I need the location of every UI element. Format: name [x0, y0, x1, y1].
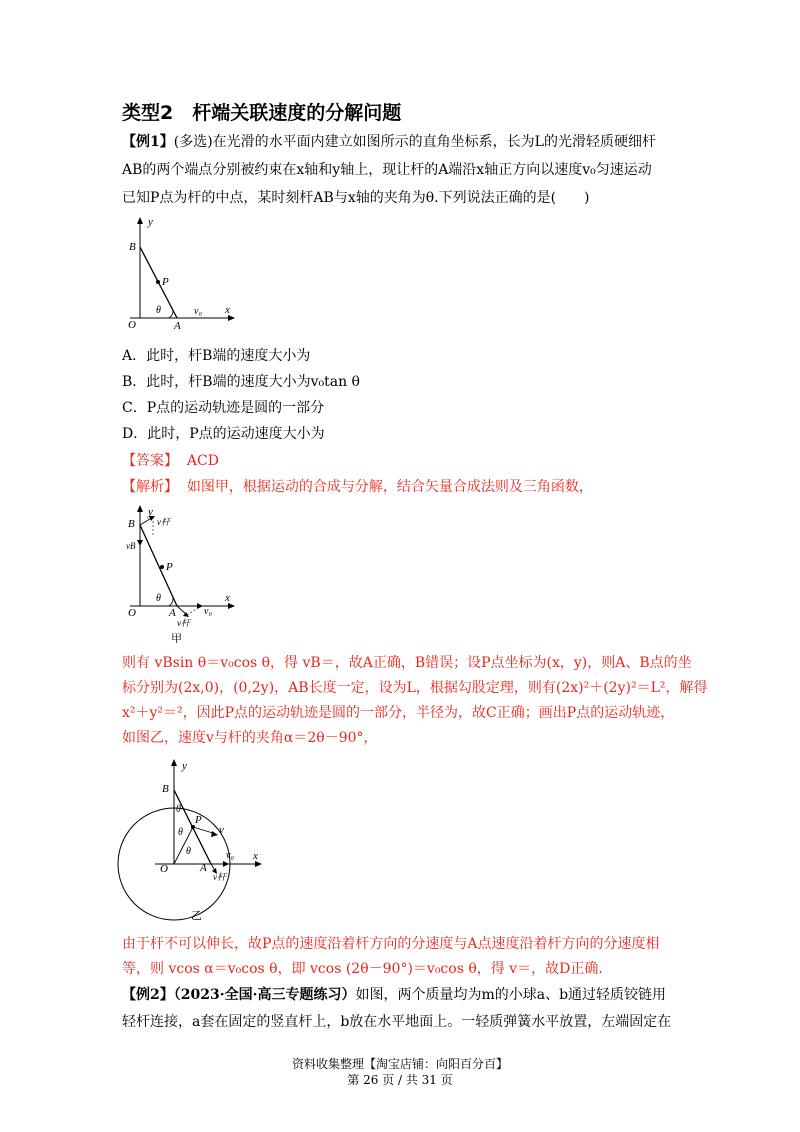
fig3-v-label: v	[219, 824, 224, 836]
fig1-p-label: P	[162, 276, 169, 288]
fig2-a-label: A	[169, 607, 176, 619]
fig2-theta-label: θ	[156, 593, 161, 604]
example2-label: 【例2】	[122, 987, 174, 1003]
fig3-v0-label: v₀	[226, 850, 234, 861]
fig2-x-label: x	[225, 592, 230, 604]
example1-label: 【例1】	[122, 134, 174, 150]
fig3-theta-low-label: θ	[186, 846, 191, 857]
example2-text1: 如图，两个质量均为m的小球a、b通过轻质铰链用	[355, 987, 667, 1003]
example1-line2: AB的两个端点分别被约束在x轴和y轴上，现让杆的A端沿x轴正方向以速度v₀匀速运动	[122, 162, 652, 178]
fig2-y-label: y	[148, 506, 153, 518]
option-c: C．P点的运动轨迹是圆的一部分	[122, 400, 325, 416]
fig3-x-label: x	[253, 850, 258, 862]
fig1-x-label: x	[225, 304, 230, 316]
fig3-vgan-label: v杆	[213, 872, 226, 882]
analysis-line	[122, 477, 593, 497]
example1-text1: (多选)在光滑的水平面内建立如图所示的直角坐标系，长为L的光滑轻质硬细杆	[173, 134, 656, 150]
fig1-theta-label: θ	[156, 305, 161, 316]
para1-line2: 标分别为(2x,0)，(0,2y)，AB长度一定，设为L，根据勾股定理，则有(2x)²＋(2y)²＝L²，解得	[122, 680, 708, 696]
analysis-text: 如图甲，根据运动的合成与分解，结合矢量合成法则及三角函数，	[186, 479, 593, 495]
para1-line3: x²＋y²＝²，因此P点的运动轨迹是圆的一部分，半径为，故C正确；画出P点的运动轨迹，	[122, 705, 675, 721]
para2-line2: 等，则 vcos α＝v₀cos θ，即 vcos (2θ－90°)＝v₀cos θ，得 v＝，故D正确.	[122, 961, 603, 977]
fig3-b-label: B	[162, 783, 169, 795]
fig2-vgan-bottom-label: v杆	[177, 618, 190, 628]
fig3-p-label: P	[195, 814, 202, 826]
fig3-o-label: O	[160, 863, 168, 875]
fig2-vgan-top-label: v杆	[157, 517, 170, 527]
fig1-b-label: B	[129, 241, 136, 253]
fig2-o-label: O	[128, 607, 136, 619]
answer-label: 【答案】	[122, 453, 178, 469]
answer-line	[122, 451, 219, 471]
fig1-o-label: O	[128, 319, 136, 331]
para1-line4: 如图乙，速度v与杆的夹角α＝2θ－90°，	[122, 730, 378, 746]
example1-line3: 已知P点为杆的中点，某时刻杆AB与x轴的夹角为θ.下列说法正确的是( )	[122, 190, 590, 206]
fig1-y-label: y	[148, 216, 153, 228]
para2-line1: 由于杆不可以伸长，故P点的速度沿着杆方向的分速度与A点速度沿着杆方向的分速度相	[122, 936, 660, 952]
fig2-b-label: B	[128, 518, 135, 530]
fig3-theta-mid-label: θ	[178, 827, 183, 838]
fig2-caption: 甲	[171, 633, 182, 643]
fig2-vb-label: vB	[126, 541, 136, 551]
fig1-v0-label: v₀	[194, 306, 202, 317]
option-d: D．此时，P点的运动速度大小为	[122, 426, 325, 442]
example2-line2: 轻杆连接，a套在固定的竖直杆上，b放在水平地面上。一轻质弹簧水平放置，左端固定在	[122, 1014, 672, 1030]
example1-line1	[122, 132, 656, 152]
footer-page-number: 第 26 页 / 共 31 页	[347, 1073, 453, 1087]
footer-source: 资料收集整理【淘宝店铺：向阳百分百】	[291, 1057, 508, 1071]
fig3-caption: 乙	[191, 910, 202, 922]
fig2-p-label: P	[166, 561, 173, 573]
example2-line1	[122, 985, 666, 1005]
fig1-a-label: A	[174, 320, 181, 332]
fig3-y-label: y	[182, 760, 187, 772]
figure-3	[115, 757, 275, 922]
section-title: 类型2 杆端关联速度的分解问题	[122, 102, 402, 124]
option-a: A．此时，杆B端的速度大小为	[122, 348, 311, 364]
figure-1	[115, 215, 245, 335]
option-b: B．此时，杆B端的速度大小为v₀tan θ	[122, 374, 360, 390]
fig3-a-label: A	[200, 862, 207, 874]
analysis-label: 【解析】	[122, 479, 178, 495]
figure-2	[115, 503, 245, 643]
answer-value: ACD	[186, 453, 219, 469]
para1-line1: 则有 vBsin θ＝v₀cos θ，得 vB＝，故A正确，B错误；设P点坐标为(x，y)，则A、B点的坐	[122, 655, 692, 671]
example2-source: （2023·全国·高三专题练习）	[173, 987, 356, 1003]
fig3-theta-top-label: θ	[176, 804, 181, 815]
fig2-v0-label: v₀	[204, 606, 212, 617]
